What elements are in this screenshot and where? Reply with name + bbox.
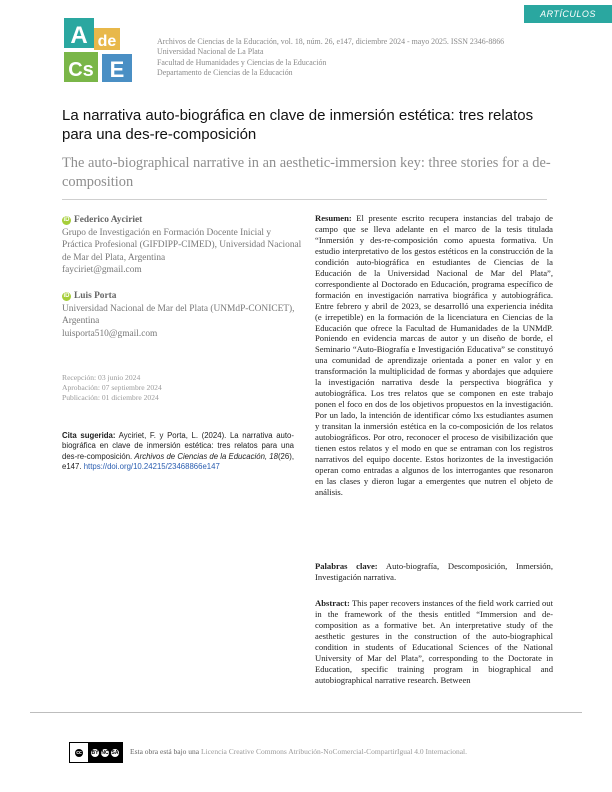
- citation-volume: 18: [269, 451, 278, 461]
- license-prefix: Esta obra está bajo una: [130, 747, 200, 756]
- article-title-spanish: La narrativa auto-biográfica en clave de inmersión estética: tres relatos para una des-re-composición: [62, 107, 534, 143]
- author-email[interactable]: fayciriet@gmail.com: [62, 265, 142, 276]
- author-name-row: [62, 214, 302, 227]
- cc-sa-icon: SA: [111, 749, 119, 756]
- title-divider: [62, 199, 547, 200]
- citation-doi-link[interactable]: https://doi.org/10.24215/23468866e147: [83, 461, 220, 471]
- resumen-text: El presente escrito recupera instancias del trabajo de campo que se lleva adelante en el marco de la tesis titulada “Inmersión y des-re-composición como apuesta formativa. Un estudio interpretativo de los gestos estéticos en la construcción de la condición auto-biográfica en estudiantes de Ciencias de la Educación de la Universidad Nacional de Mar del Plata”, correspondiente al Doctorado en Educación, programa específico de formación en investigación narrativa biográfica y autobiográfica. Entre febrero y abril de 2023, se desarrolló una experiencia inédita (e irrepetible) en la formación de la licenciatura en Ciencias de la Educación que ofrece la Facultad de Humanidades de la UNMdP. Poniendo en evidencia marcas de autor y un diseño de borde, el Seminario “Auto-Biografía e Investigación Educativa” se constituyó una comunidad de aprendizaje orientada a poner en valor y en transformación la multiplicidad de formas y abordajes que adquiere la investigación narrativa desde la perspectiva biográfica y autobiográfica. Los tres relatos que se componen en este trabajo ponen el foco en dos de los objetivos propuestos en la investigación. Por un lado, la intención de identificar cómo lxs estudiantes asumen y transitan la inmersión estética en la co-composición de los relatos autobiográficos. Por otro, reconocer el proceso de visibilización que tienen estos relatos y el modo en que se entraman con los registros narrativos del equipo docente. Estos horizontes de la investigación operan como entradas a algunos de los interrogantes que resonaron en las clases y dieron lugar a emergentes que nutren el objeto de análisis.: [315, 213, 553, 497]
- journal-line-1: Archivos de Ciencias de la Educación, vol. 18, núm. 26, e147, diciembre 2024 - mayo 2025. ISSN 2346-8866: [157, 37, 505, 46]
- keywords-paragraph: [315, 561, 553, 583]
- journal-line-2: Universidad Nacional de La Plata: [157, 47, 264, 57]
- date-approved: Aprobación: 07 septiembre 2024: [62, 383, 162, 392]
- date-published: Publicación: 01 diciembre 2024: [62, 393, 159, 402]
- license-statement: [130, 747, 467, 756]
- author-name: Federico Ayciriet: [74, 215, 143, 225]
- cc-license-badge[interactable]: [69, 742, 123, 763]
- author-block-2: [62, 290, 302, 340]
- journal-line-3: Facultad de Humanidades y Ciencias de la Educación: [157, 57, 327, 67]
- orcid-icon[interactable]: iD: [63, 216, 70, 223]
- license-link[interactable]: Licencia Creative Commons Atribución-NoComercial-CompartirIgual 4.0 Internacional.: [201, 747, 467, 756]
- logo-letter-e: E: [109, 57, 125, 82]
- keywords-text: Auto-biografía, Descomposición, Inmersión, Investigación narrativa.: [315, 561, 553, 582]
- author-name: Luis Porta: [74, 291, 117, 301]
- cc-icon: cc: [76, 749, 82, 756]
- author-name-row: [62, 290, 302, 303]
- journal-line-4: Departamento de Ciencias de la Educación: [157, 68, 293, 78]
- citation-journal: Archivos de Ciencias de la Educación,: [134, 451, 268, 461]
- abstract-paragraph: [315, 598, 553, 686]
- author-affiliation: Grupo de Investigación en Formación Docente Inicial y Práctica Profesional (GIFDIPP-CIMED), Universidad Nacional de Mar del Plata, Argentina: [62, 227, 302, 263]
- author-affiliation: Universidad Nacional de Mar del Plata (UNMdP-CONICET), Argentina: [62, 303, 295, 327]
- resumen-paragraph: [315, 213, 553, 498]
- footer-divider: [30, 712, 582, 713]
- cc-by-icon: BY: [91, 749, 99, 756]
- citation-issue: (26), e147.: [62, 451, 294, 471]
- section-badge: ARTÍCULOS: [524, 5, 612, 23]
- logo-letter-de: de: [97, 33, 117, 50]
- journal-info: [157, 37, 504, 79]
- orcid-icon[interactable]: iD: [63, 292, 70, 299]
- journal-logo: [62, 14, 142, 86]
- article-dates: [62, 373, 162, 403]
- resumen-label: Resumen:: [315, 213, 352, 223]
- author-block-1: [62, 214, 302, 277]
- logo-letter-cs: Cs: [68, 59, 94, 81]
- cc-nc-icon: NC: [101, 749, 109, 756]
- keywords-label: Palabras clave:: [315, 561, 378, 571]
- abstract-text: This paper recovers instances of the field work carried out in the framework of the thesis entitled “Immersion and de-composition as a formative bet. An interpretative study of the aesthetic gestures in the construction of the auto-biographical condition in students of Educational Sciences of the National University of Mar del Plata”, corresponding to the Doctorate in Education, specific training program in biographical and autobiographical narrative research. Between: [315, 598, 553, 685]
- suggested-citation: [62, 431, 294, 472]
- citation-label: Cita sugerida:: [62, 431, 116, 440]
- citation-text: Ayciriet, F. y Porta, L. (2024). La narrativa auto-biográfica en clave de inmersión estética: tres relatos para una des-re-composición.: [62, 431, 294, 461]
- article-title-english: The auto-biographical narrative in an aesthetic-immersion key: three stories for a de-composition: [62, 155, 551, 190]
- author-email[interactable]: luisporta510@gmail.com: [62, 328, 158, 339]
- abstract-label: Abstract:: [315, 598, 350, 608]
- date-received: Recepción: 03 junio 2024: [62, 373, 141, 382]
- logo-letter-a: A: [70, 22, 88, 49]
